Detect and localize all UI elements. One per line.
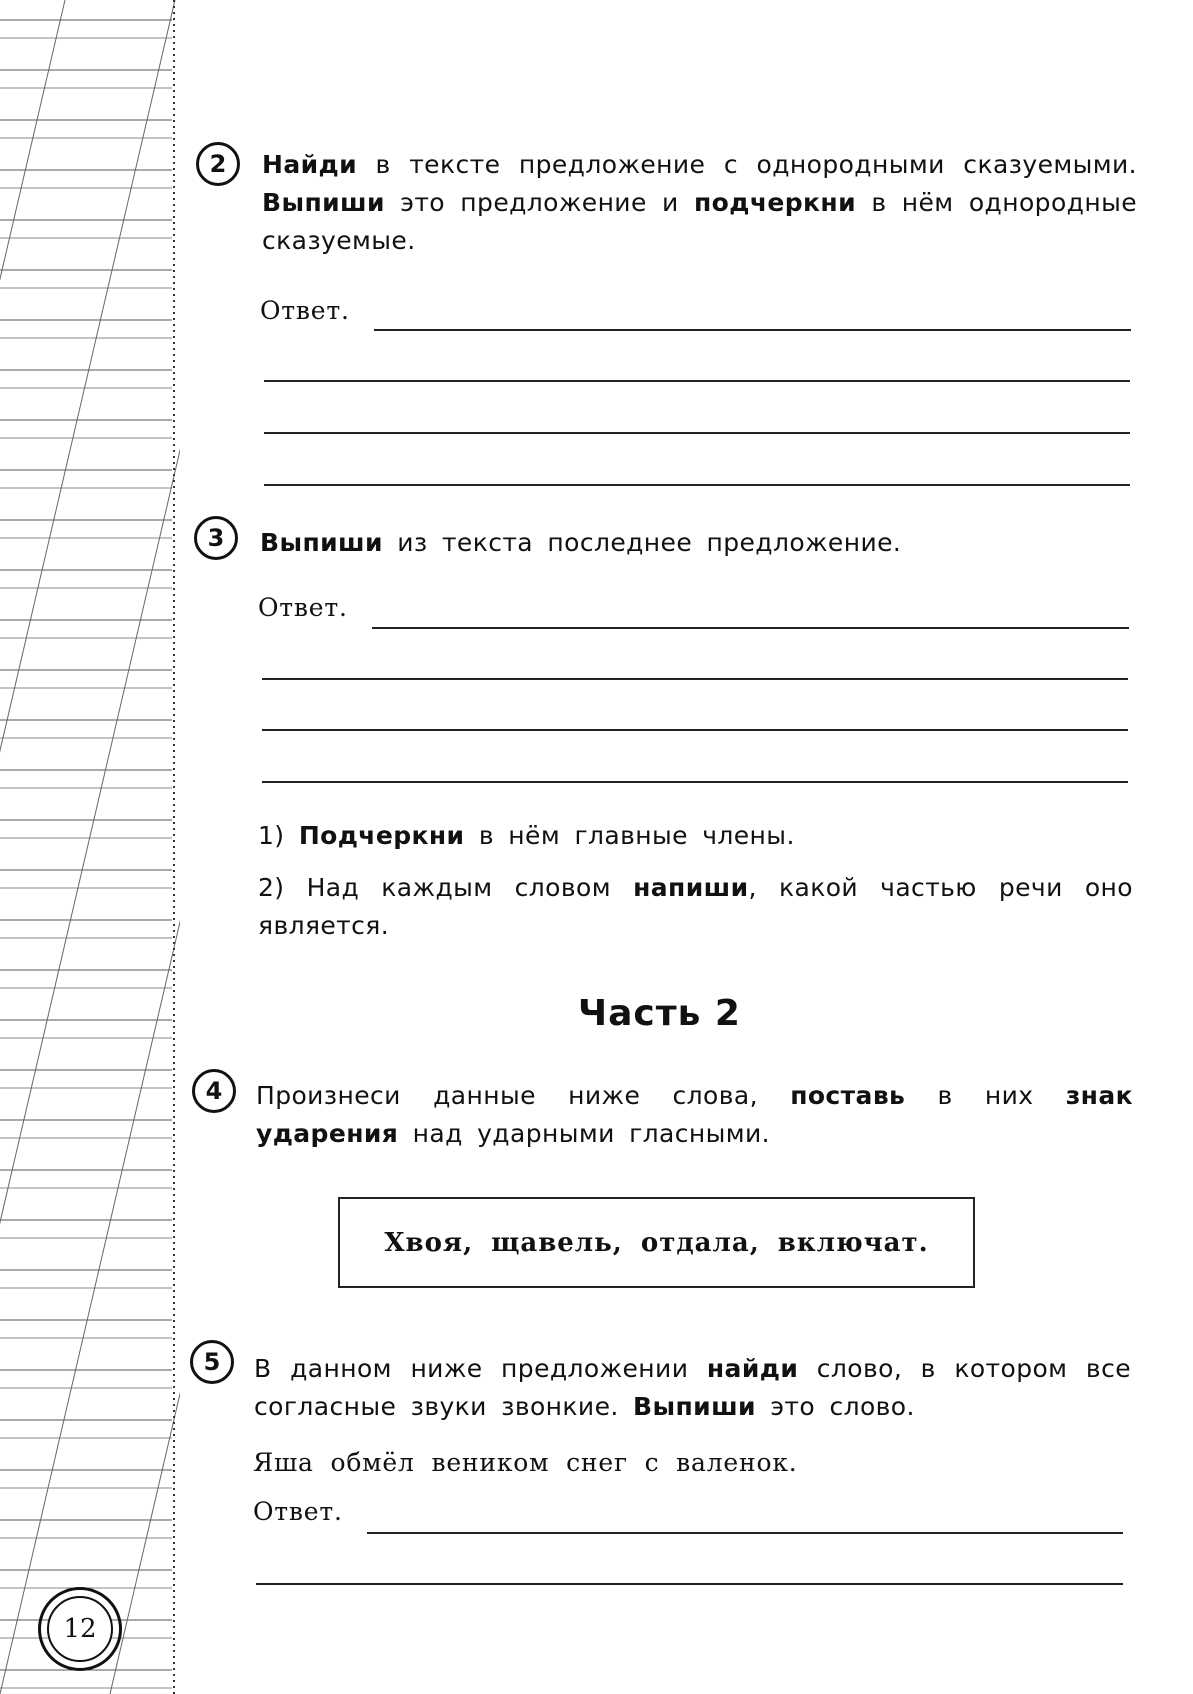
task-3-subtask-1: 1) Подчеркни в нём главные члены. [258,821,795,850]
task-4-words: Хвоя, щавель, отдала, включат. [384,1227,929,1258]
task-2-instruction: Найди в тексте предложение с однородными сказуемыми. Выпиши это предложение и подчеркни в нём однородные сказуемые. [262,150,1137,255]
margin-slant-line [0,0,65,1694]
task-3-answer-label: Ответ. [258,593,348,622]
task-2-answer-label: Ответ. [260,296,350,325]
task-4-words-box [338,1197,975,1288]
task-2-answer-line-1[interactable] [374,329,1131,331]
margin-slant-line [0,0,180,1694]
margin-slant-line [110,0,180,1694]
page-number-inner [47,1596,113,1662]
task-4-number-badge [192,1069,236,1113]
task-3-answer-line-4[interactable] [262,781,1128,783]
task-3-number: 3 [207,524,225,552]
task-5-answer-line-2[interactable] [256,1583,1123,1585]
task-3-instruction: Выпиши из текста последнее предложение. [260,528,902,557]
task-5-number: 5 [203,1348,221,1376]
task-3-answer-line-3[interactable] [262,729,1128,731]
task-3-subtask-2: 2) Над каждым словом напиши, какой частью речи оно является. [258,873,1133,940]
task-4-instruction: Произнеси данные ниже слова, поставь в них знак ударения над ударными гласными. [256,1081,1133,1148]
margin-slant-line [0,0,180,1694]
task-2-number-badge [196,142,240,186]
task-2-answer-line-2[interactable] [264,380,1130,382]
task-4-number: 4 [205,1077,223,1105]
page-number: 12 [63,1614,97,1644]
margin-ruling [0,0,180,1694]
task-5-number-badge [190,1340,234,1384]
task-3-number-badge [194,516,238,560]
task-5-answer-label: Ответ. [253,1497,343,1526]
task-2-answer-line-4[interactable] [264,484,1130,486]
task-5-sentence: Яша обмёл веником снег с валенок. [253,1448,798,1477]
task-5-instruction: В данном ниже предложении найди слово, в котором все согласные звуки звонкие. Выпиши это слово. [254,1354,1131,1421]
task-3-answer-line-1[interactable] [372,627,1129,629]
task-2-number: 2 [209,150,227,178]
part-2-heading: Часть 2 [578,993,741,1034]
page-number-badge [38,1587,122,1671]
task-5-answer-line-1[interactable] [367,1532,1123,1534]
task-3-answer-line-2[interactable] [262,678,1128,680]
task-2-answer-line-3[interactable] [264,432,1130,434]
